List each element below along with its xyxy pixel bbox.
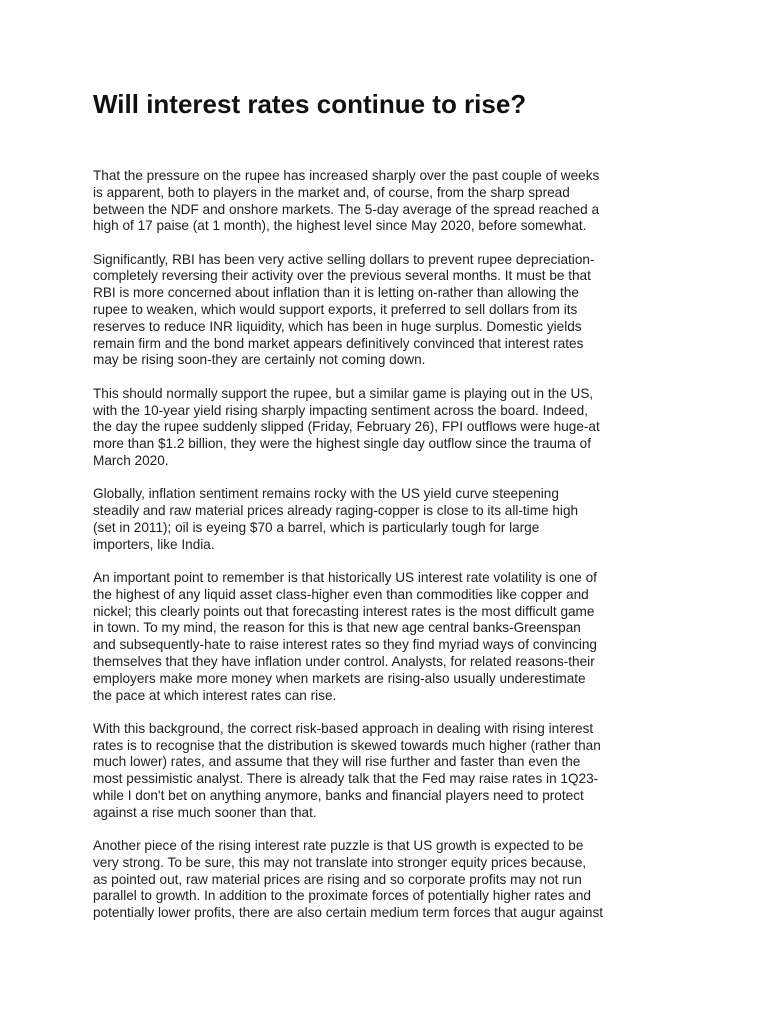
paragraph-2: Significantly, RBI has been very active selling dollars to prevent rupee depreciation- completely reversing their activity over the previous several months. It must be that RBI is more concerned about inflation than it is letting on-rather than allowing the rupee to weaken, which would support exports, it preferred to sell dollars from its reserves to reduce INR liquidity, which has been in huge surplus. Domestic yields remain firm and the bond market appears definitively convinced that interest rates may be rising soon-they are certainly not coming down. bbox=[93, 251, 595, 368]
article-body bbox=[93, 168, 677, 939]
paragraph-7: Another piece of the rising interest rate puzzle is that US growth is expected to be very strong. To be sure, this may not translate into stronger equity prices because, as pointed out, raw material prices are rising and so corporate profits may not run parallel to growth. In addition to the proximate forces of potentially higher rates and potentially lower profits, there are also certain medium term forces that augur against bbox=[93, 838, 604, 921]
paragraph-6: With this background, the correct risk-based approach in dealing with rising interest rates is to recognise that the distribution is skewed towards much higher (rather than much lower) rates, and assume that they will rise further and faster than even the most pessimistic analyst. There is already talk that the Fed may raise rates in 1Q23- while I don't bet on anything anymore, banks and financial players need to protect against a rise much sooner than that. bbox=[93, 720, 601, 820]
paragraph-4: Globally, inflation sentiment remains rocky with the US yield curve steepening steadily and raw material prices already raging-copper is close to its all-time high (set in 2011); oil is eyeing $70 a barrel, which is particularly tough for large importers, like India. bbox=[93, 486, 579, 552]
paragraph-5: An important point to remember is that historically US interest rate volatility is one of the highest of any liquid asset class-higher even than commodities like copper and nickel; this clearly points out that forecasting interest rates is the most difficult game in town. To my mind, the reason for this is that new age central banks-Greenspan and subsequently-hate to raise interest rates so they find myriad ways of convincing themselves that they have inflation under control. Analysts, for related reasons-their employers make more money when markets are rising-also usually underestimate the pace at which interest rates can rise. bbox=[93, 569, 597, 703]
article-title: Will interest rates continue to rise? bbox=[93, 89, 527, 119]
paragraph-3: This should normally support the rupee, but a similar game is playing out in the US, with the 10-year yield rising sharply impacting sentiment across the board. Indeed, the day the rupee suddenly slipped (Friday, February 26), FPI outflows were huge-at more than $1.2 billion, they were the highest single day outflow since the trauma of March 2020. bbox=[93, 385, 600, 468]
paragraph-1: That the pressure on the rupee has increased sharply over the past couple of weeks is apparent, both to players in the market and, of course, from the sharp spread between the NDF and onshore markets. The 5-day average of the spread reached a high of 17 paise (at 1 month), the highest level since May 2020, before somewhat. bbox=[93, 168, 600, 234]
